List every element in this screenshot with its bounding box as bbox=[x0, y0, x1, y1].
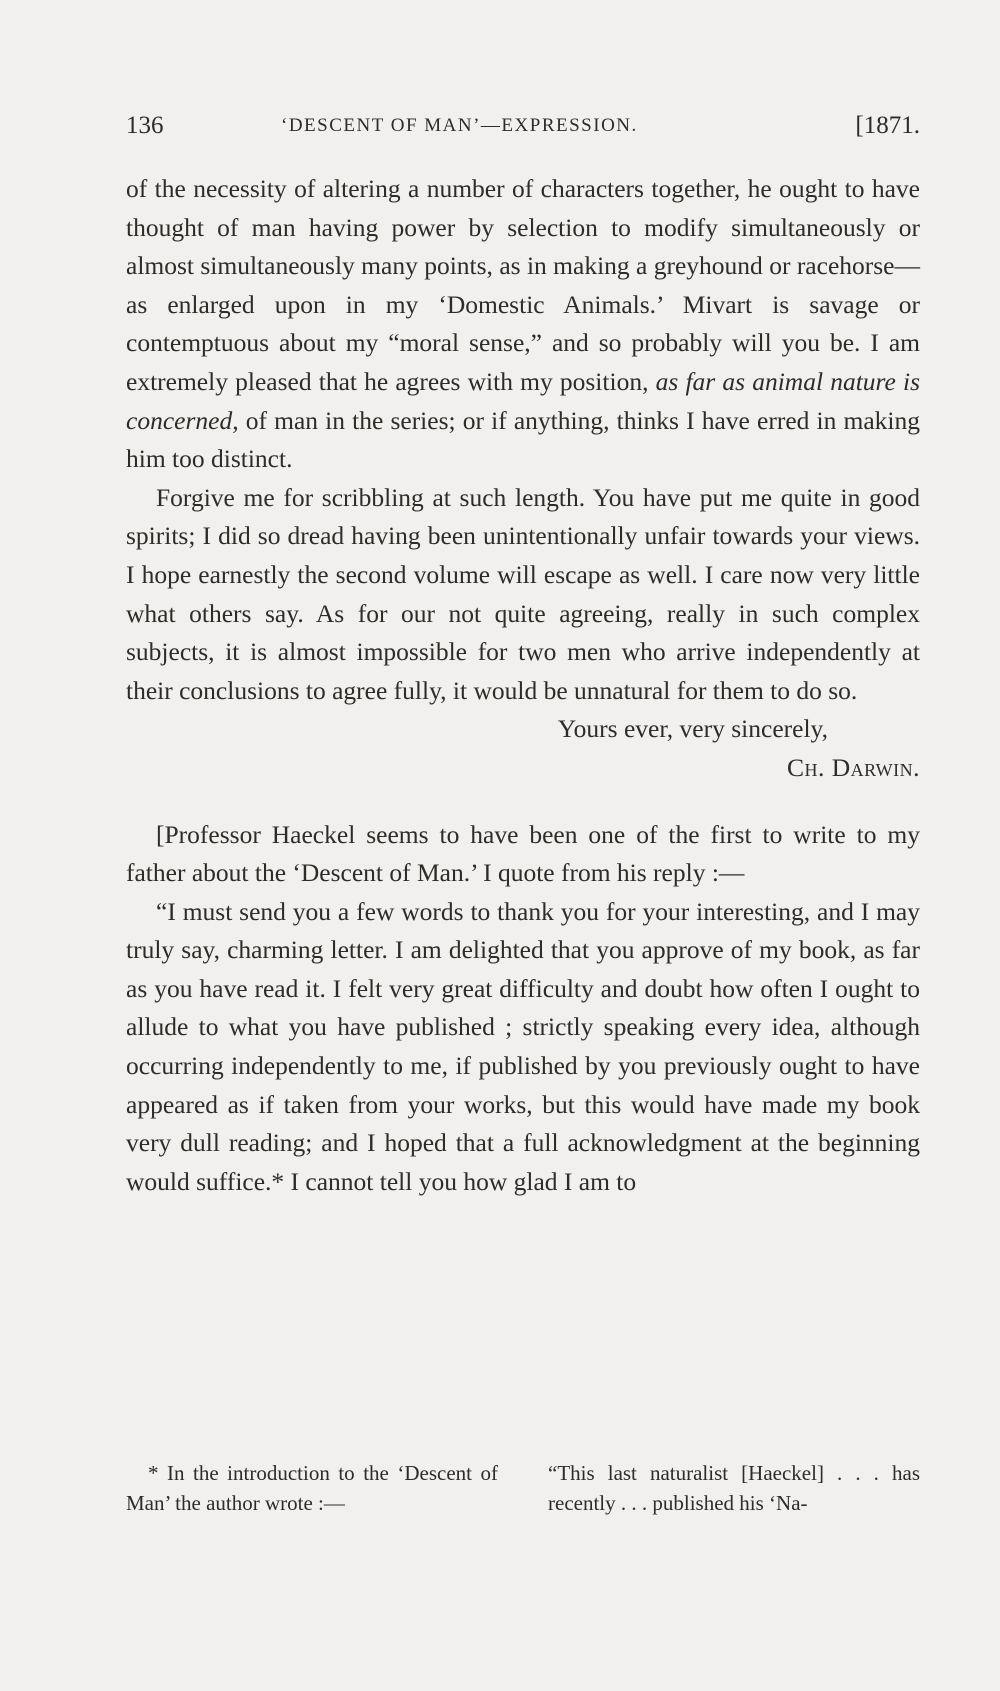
footnote-left-column: * In the introduction to the ‘Descent of Man’ the author wrote :— bbox=[126, 1461, 498, 1515]
footnote-right-column: “This last naturalist [Haeckel] . . . has recently . . . published his ‘Na- bbox=[548, 1461, 920, 1515]
running-title: ‘DESCENT OF MAN’—EXPRESSION. bbox=[281, 115, 638, 136]
footnotes bbox=[126, 1458, 920, 1518]
paragraph-1-italic-phrase: as far as animal nature is concerned, bbox=[126, 366, 921, 435]
paragraph-3: [Professor Haeckel seems to have been one of the first to write to my father about the ‘Descent of Man.’ I quote from his reply :— bbox=[126, 819, 920, 888]
letter-signature: Ch. Darwin. bbox=[786, 752, 920, 782]
header-year: [1871. bbox=[855, 112, 920, 139]
body-text bbox=[126, 170, 920, 1201]
paragraph-4: “I must send you a few words to thank you for your interesting, and I may truly say, charming letter. I am delighted that you approve of my book, as far as you have read it. I felt very great difficulty and doubt how often I ought to allude to what you have published ; strictly speaking every idea, although occurring independently to me, if published by you previously ought to have appeared as if taken from your works, but this would have made my book very dull reading; and I hoped that a full acknowledgment at the beginning would suffice.* I cannot tell you how glad I am to bbox=[126, 896, 920, 1196]
paragraph-2: Forgive me for scribbling at such length. You have put me quite in good spirits; I did so dread having been unintentionally unfair towards your views. I hope earnestly the second volume will escape as well. I care now very little what others say. As for our not quite agreeing, really in such complex subjects, it is almost impossible for two men who arrive independently at their conclusions to agree fully, it would be unnatural for them to do so. bbox=[126, 482, 920, 705]
paragraph-gap bbox=[126, 788, 920, 816]
paragraph-1 bbox=[126, 170, 920, 479]
paragraph-1-text-start: of the necessity of altering a number of characters together, he ought to have thought of man having power by selection to modify simultaneously or almost simultaneously many points, as in making a greyhound or racehorse—as enlarged upon in my ‘Domestic Animals.’ Mivart is savage or contemptuous about my “moral sense,” and so probably will you be. I am extremely pleased that he agrees with my position, bbox=[126, 174, 920, 396]
running-header bbox=[126, 112, 920, 142]
paragraph-1-text-end: of man in the series; or if anything, thinks I have erred in making him too distinct. bbox=[126, 405, 921, 474]
page-number: 136 bbox=[126, 112, 164, 139]
letter-closing: Yours ever, very sincerely, bbox=[557, 714, 828, 744]
